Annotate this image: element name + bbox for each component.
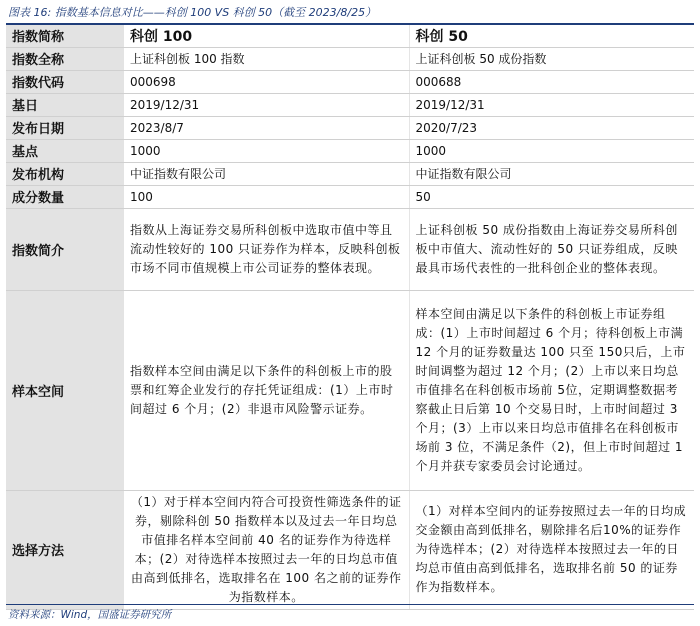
row-value-col1: 100 (124, 185, 409, 208)
row-label: 成分数量 (6, 185, 124, 208)
row-value-col2: 上证科创板 50 成份指数 (409, 47, 694, 70)
row-value-col2: 2020/7/23 (409, 116, 694, 139)
table-row (6, 290, 694, 490)
table-row (6, 47, 694, 70)
table-row (6, 70, 694, 93)
row-value-col1: （1）对于样本空间内符合可投资性筛选条件的证券，剔除科创 50 指数样本以及过去一年日均总市值排名样本空间前 40 名的证券作为待选样本；(2）对待选样本按照过去一年的日均总市值由高到低排名，选取排名在 100 名之前的证券作为指数样本。 (124, 490, 409, 609)
header-col2: 科创 50 (409, 25, 694, 47)
row-label: 发布日期 (6, 116, 124, 139)
row-label: 指数简介 (6, 208, 124, 290)
table-row (6, 208, 694, 290)
row-label: 基点 (6, 139, 124, 162)
row-value-col2: 50 (409, 185, 694, 208)
table-row (6, 162, 694, 185)
row-value-col2: 样本空间由满足以下条件的科创板上市证券组成：(1）上市时间超过 6 个月；待科创板上市满 12 个月的证券数量达 100 只至 150只后，上市时间调整为超过 12 个月；(2）上市以来日均总市值排名在科创板市场前 5位，定期调整数据考察截止日后第 10 个交易日时，上市时间超过 3 个月；(3）上市以来日均总市值排名在科创板市场前 3 位，不满足条件（2)，但上市时间超过 1 个月并获专家委员会讨论通过。 (409, 290, 694, 490)
header-col1: 科创 100 (124, 25, 409, 47)
row-label: 指数代码 (6, 70, 124, 93)
row-value-col2: 1000 (409, 139, 694, 162)
row-label: 选择方法 (6, 490, 124, 609)
table-row (6, 490, 694, 609)
figure-title: 图表 16: 指数基本信息对比——科创 100 VS 科创 50（截至 2023/8/25） (8, 6, 377, 19)
row-value-col2: 000688 (409, 70, 694, 93)
row-value-col2: 2019/12/31 (409, 93, 694, 116)
row-value-col2: 中证指数有限公司 (409, 162, 694, 185)
table-row (6, 185, 694, 208)
row-value-col1: 指数从上海证券交易所科创板中选取市值中等且流动性较好的 100 只证券作为样本，反映科创板市场不同市值规模上市公司证券的整体表现。 (124, 208, 409, 290)
comparison-table (6, 25, 694, 610)
row-value-col1: 2023/8/7 (124, 116, 409, 139)
table-row (6, 139, 694, 162)
row-value-col1: 指数样本空间由满足以下条件的科创板上市的股票和红筹企业发行的存托凭证组成：(1）上市时间超过 6 个月；(2）非退市风险警示证券。 (124, 290, 409, 490)
source-note: 资料来源：Wind，国盛证券研究所 (8, 609, 172, 621)
row-value-col2: （1）对样本空间内的证券按照过去一年的日均成交金额由高到低排名，剔除排名后10%的证券作为待选样本；(2）对待选样本按照过去一年的日均总市值由高到低排名，选取排名前 50 的证券作为指数样本。 (409, 490, 694, 609)
row-label: 指数全称 (6, 47, 124, 70)
table-header-row (6, 25, 694, 47)
row-value-col1: 上证科创板 100 指数 (124, 47, 409, 70)
row-label: 基日 (6, 93, 124, 116)
row-value-col1: 中证指数有限公司 (124, 162, 409, 185)
row-value-col1: 000698 (124, 70, 409, 93)
table-row (6, 93, 694, 116)
row-value-col1: 1000 (124, 139, 409, 162)
row-value-col1: 2019/12/31 (124, 93, 409, 116)
table-row (6, 116, 694, 139)
row-label: 样本空间 (6, 290, 124, 490)
row-value-col2: 上证科创板 50 成份指数由上海证券交易所科创板中市值大、流动性好的 50 只证券组成，反映最具市场代表性的一批科创企业的整体表现。 (409, 208, 694, 290)
row-label: 发布机构 (6, 162, 124, 185)
source-rule (6, 604, 694, 605)
header-label: 指数简称 (6, 25, 124, 47)
